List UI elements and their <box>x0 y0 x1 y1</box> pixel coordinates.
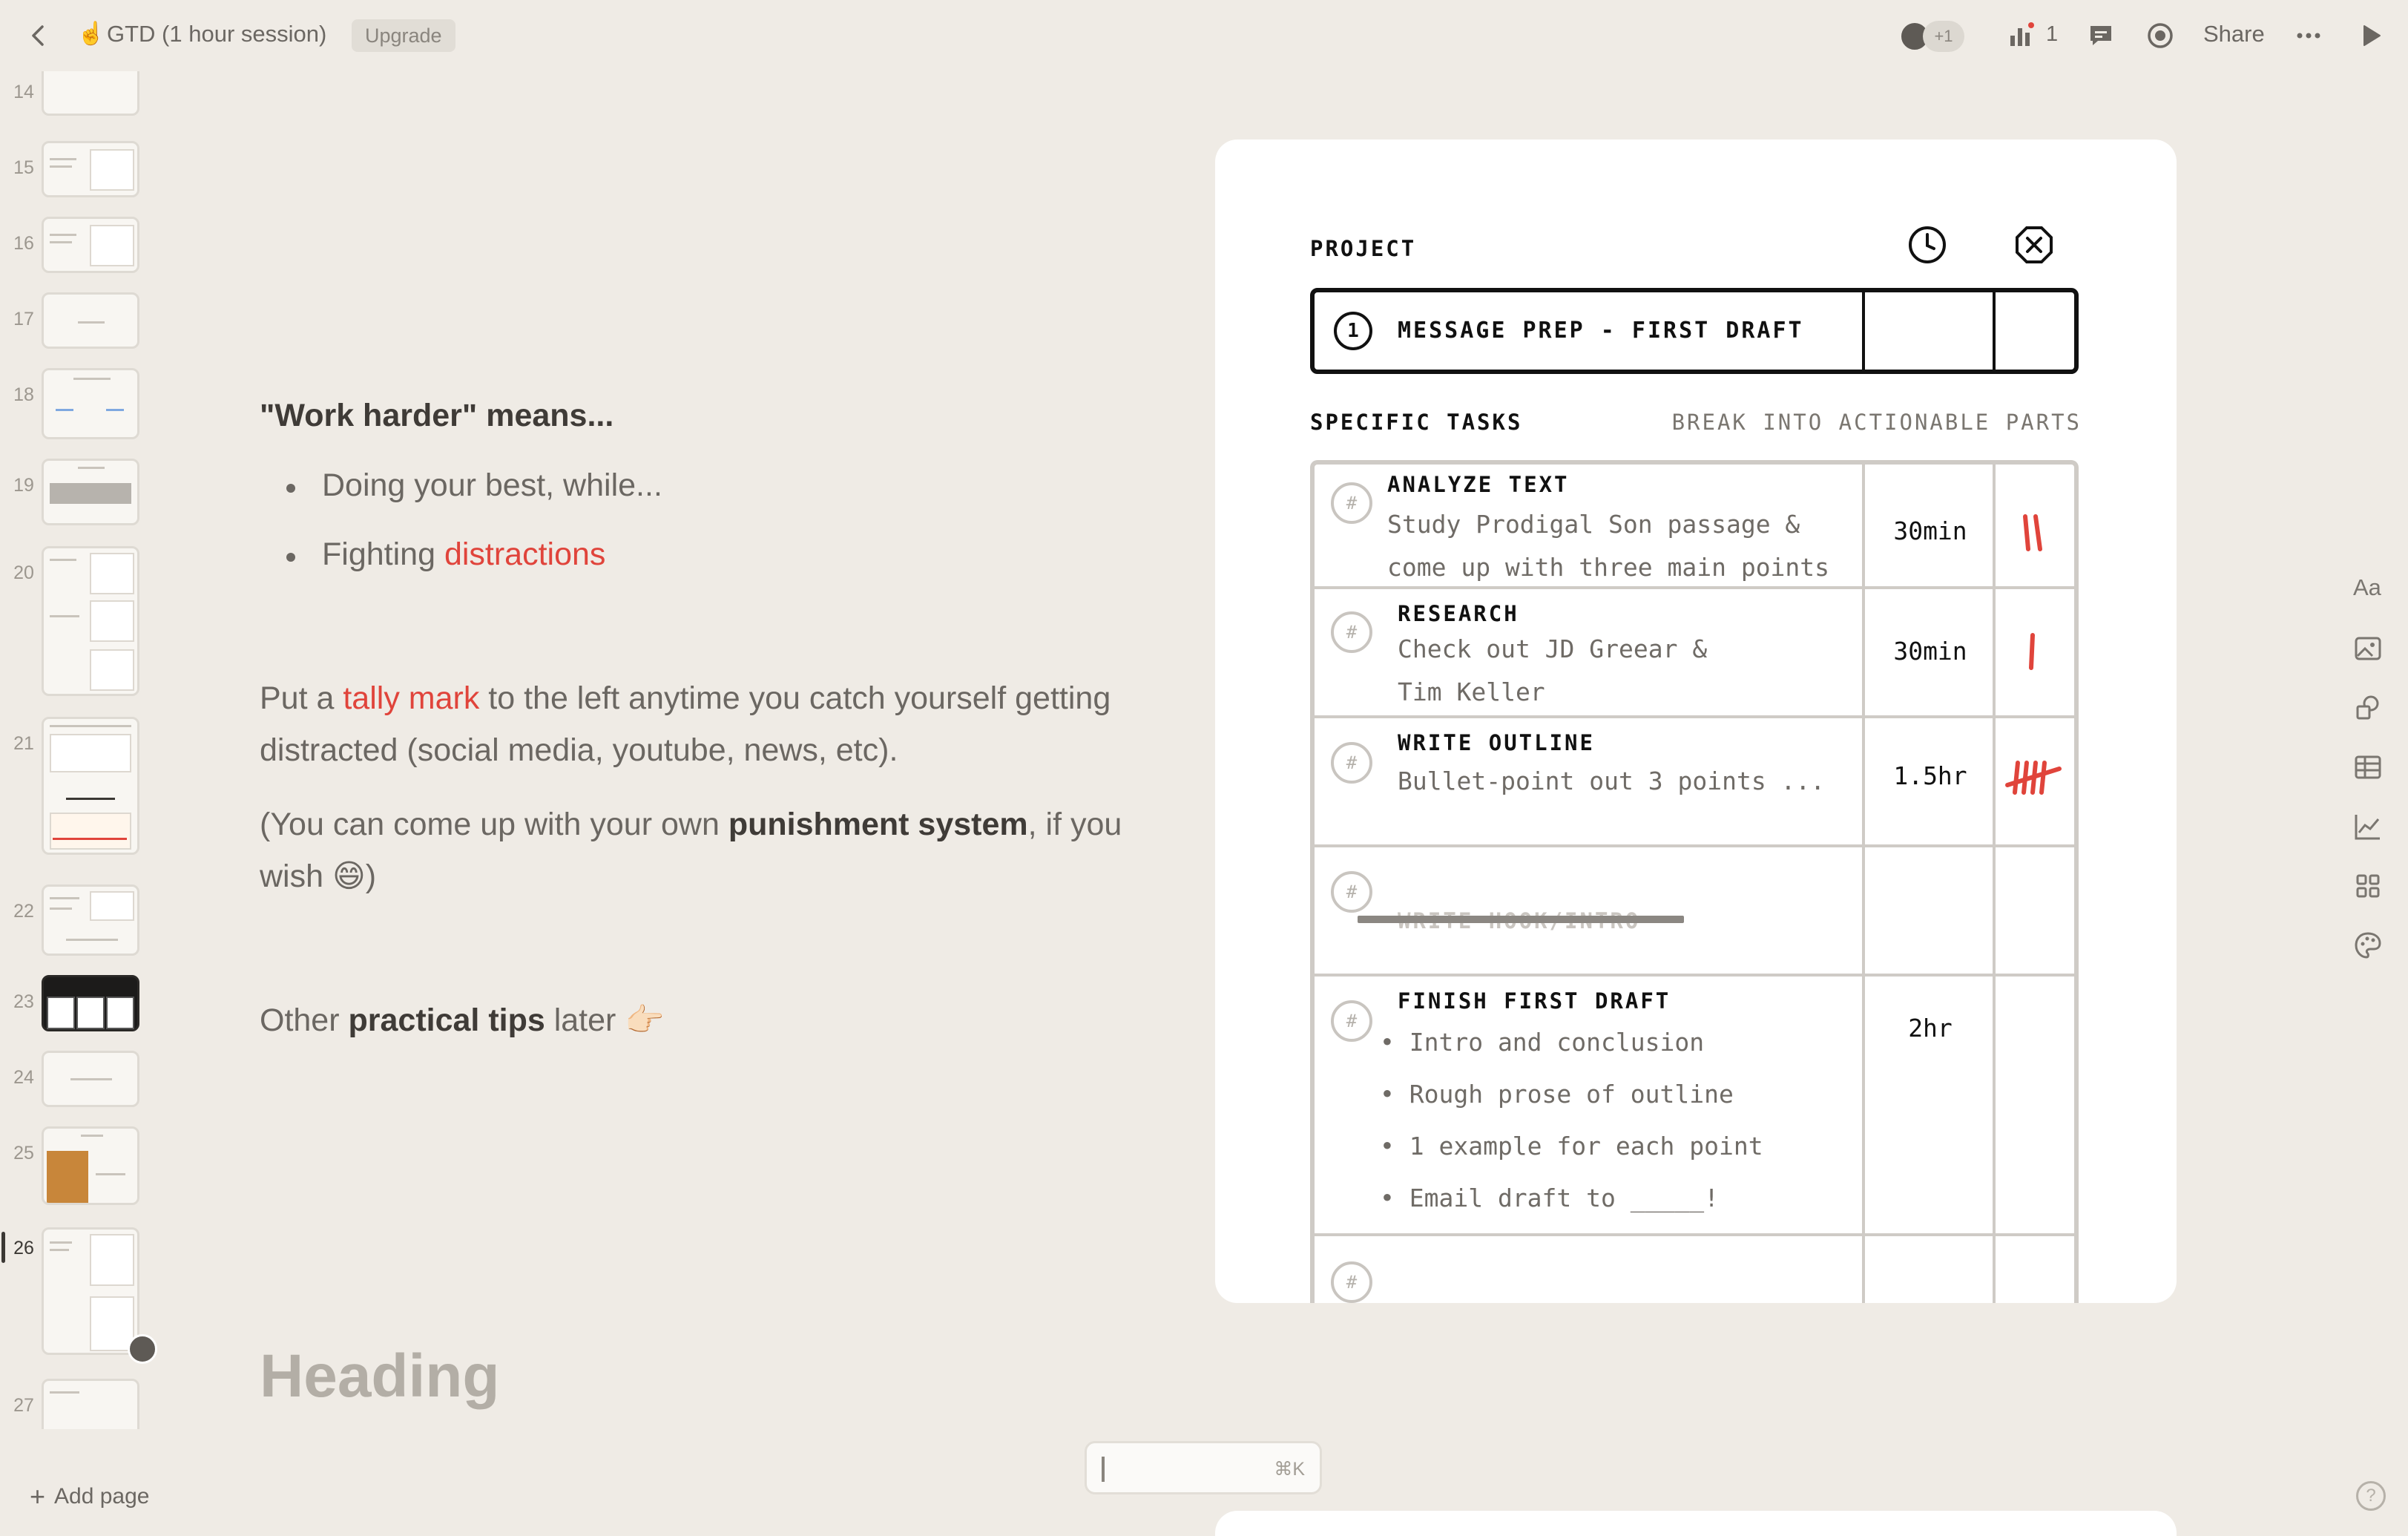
task-time: 2hr <box>1908 1014 1953 1043</box>
task-desc: Study Prodigal Son passage & <box>1387 510 1800 539</box>
top-bar <box>0 0 2408 71</box>
thumbnail-number: 27 <box>13 1395 34 1416</box>
thumbnail-number: 20 <box>13 562 34 583</box>
doc-title[interactable]: GTD (1 hour session) <box>107 21 327 47</box>
clock-icon <box>1907 224 1948 266</box>
task-hash-icon: # <box>1331 742 1372 784</box>
present-play-icon[interactable] <box>2355 19 2387 52</box>
worksheet-image-card[interactable] <box>1215 140 2177 1303</box>
task-subitem: • Email draft to _____! <box>1380 1184 1719 1212</box>
shapes-icon[interactable] <box>2350 690 2386 726</box>
thumbnail-number: 17 <box>13 309 34 329</box>
upgrade-button[interactable]: Upgrade <box>352 19 455 52</box>
thumbnail-preview <box>42 1126 139 1205</box>
task-title: ANALYZE TEXT <box>1387 472 1570 497</box>
record-icon[interactable] <box>2144 19 2177 52</box>
tally-marks <box>2004 755 2067 800</box>
task-title: FINISH FIRST DRAFT <box>1398 988 1671 1014</box>
thumbnail-preview <box>42 292 139 349</box>
bullet-list <box>282 467 662 605</box>
table-icon[interactable] <box>2350 749 2386 785</box>
thumbnail-number: 21 <box>13 733 34 754</box>
image-icon[interactable] <box>2350 631 2386 666</box>
task-desc: come up with three main points <box>1387 553 1830 582</box>
text-format-button[interactable]: Aa <box>2353 574 2381 600</box>
tasks-table <box>1310 460 2079 1303</box>
thumbnail-preview <box>42 71 139 116</box>
collaborator-count: +1 <box>1923 21 1964 52</box>
thumbnail-number: 22 <box>13 901 34 922</box>
collaborators[interactable] <box>1899 19 1973 53</box>
bullet-item[interactable]: Doing your best, while... <box>282 467 662 536</box>
task-subitem: • 1 example for each point <box>1380 1132 1763 1161</box>
thumbnail-preview <box>42 546 139 696</box>
tally-marks <box>2012 511 2056 555</box>
tasks-hint: BREAK INTO ACTIONABLE PARTS <box>1671 410 2082 435</box>
thumbnail-number: 14 <box>13 82 34 102</box>
tasks-label: SPECIFIC TASKS <box>1310 410 1523 435</box>
active-page-marker <box>1 1232 5 1263</box>
thumbnail-preview <box>42 459 139 525</box>
project-label: PROJECT <box>1310 236 1417 261</box>
help-icon[interactable]: ? <box>2356 1481 2386 1511</box>
page-thumbnails <box>0 71 148 1429</box>
paragraph-tips[interactable]: Other practical tips later 👉🏻 <box>260 1002 665 1038</box>
task-hash-icon: # <box>1331 611 1372 653</box>
plus-icon: + <box>30 1481 46 1512</box>
bold-text: punishment system <box>728 807 1028 842</box>
shortcut-hint: ⌘K <box>1274 1459 1305 1480</box>
text-caret <box>1102 1457 1105 1482</box>
thumbnail-number: 25 <box>13 1143 34 1164</box>
task-time: 30min <box>1893 637 1967 666</box>
project-number: 1 <box>1334 312 1372 350</box>
task-desc: Bullet-point out 3 points ... <box>1398 767 1826 795</box>
thumbnail-number: 24 <box>13 1067 34 1088</box>
task-subitem: • Intro and conclusion <box>1380 1028 1705 1057</box>
accent-text: distractions <box>444 536 606 572</box>
command-input[interactable] <box>1085 1441 1322 1494</box>
back-chevron-icon[interactable] <box>22 19 55 52</box>
more-options-icon[interactable] <box>2292 19 2325 52</box>
thumbnail-number: 16 <box>13 233 34 254</box>
thumbnail-number: 18 <box>13 384 34 405</box>
thumbnail-number: 19 <box>13 475 34 496</box>
task-desc: Tim Keller <box>1398 677 1545 706</box>
task-time: 1.5hr <box>1893 761 1967 790</box>
slide-heading[interactable]: "Work harder" means... <box>260 398 614 433</box>
thumbnail-number: 26 <box>13 1238 34 1258</box>
tally-marks <box>2012 629 2056 674</box>
task-hash-icon: # <box>1331 871 1372 913</box>
doc-emoji: ☝️ <box>77 22 105 46</box>
thumbnail-preview <box>42 368 139 439</box>
task-subitem: • Rough prose of outline <box>1380 1080 1734 1109</box>
add-page-label: Add page <box>54 1484 150 1509</box>
analytics-icon[interactable] <box>2004 19 2037 52</box>
thumbnail-preview <box>42 884 139 956</box>
heading-placeholder[interactable]: Heading <box>260 1342 500 1410</box>
grid-blocks-icon[interactable] <box>2350 868 2386 904</box>
collaborator-cursor-avatar <box>128 1334 157 1364</box>
thumbnail-preview <box>42 1379 139 1429</box>
accent-text: tally mark <box>343 680 480 716</box>
task-hash-icon: # <box>1331 1000 1372 1042</box>
thumbnail-number: 15 <box>13 157 34 178</box>
task-title: RESEARCH <box>1398 601 1519 626</box>
palette-icon[interactable] <box>2350 928 2386 963</box>
task-desc: Check out JD Greear & <box>1398 634 1708 663</box>
thumbnail-preview <box>42 141 139 197</box>
task-hash-icon: # <box>1331 1261 1372 1303</box>
chart-icon[interactable] <box>2350 809 2386 844</box>
next-card-edge <box>1215 1511 2177 1536</box>
paragraph-tally[interactable]: Put a tally mark to the left anytime you catch yourself getting distracted (social media, youtube, news, etc). <box>260 680 1111 768</box>
task-hash-icon: # <box>1331 482 1372 524</box>
thumbnail-preview <box>42 975 139 1031</box>
thumbnail-number: 23 <box>13 991 34 1012</box>
task-time: 30min <box>1893 516 1967 545</box>
share-button[interactable]: Share <box>2203 21 2265 47</box>
bullet-item[interactable]: Fighting distractions <box>282 536 662 605</box>
distraction-x-icon <box>2013 224 2055 266</box>
thumbnail-preview <box>42 1051 139 1107</box>
thumbnail-preview <box>42 1227 139 1355</box>
thumbnail-preview <box>42 217 139 273</box>
thumbnail-preview <box>42 717 139 855</box>
task-title: WRITE OUTLINE <box>1398 730 1595 755</box>
project-box <box>1310 288 2079 374</box>
add-page-button[interactable] <box>30 1481 149 1512</box>
analytics-count: 1 <box>2046 22 2059 46</box>
bold-text: practical tips <box>348 1002 545 1038</box>
project-name: MESSAGE PREP - FIRST DRAFT <box>1398 318 1804 344</box>
paragraph-punishment[interactable]: (You can come up with your own punishment system, if you wish 😄) <box>260 807 1122 894</box>
strike-through <box>1358 916 1684 923</box>
comment-icon[interactable] <box>2085 19 2117 52</box>
